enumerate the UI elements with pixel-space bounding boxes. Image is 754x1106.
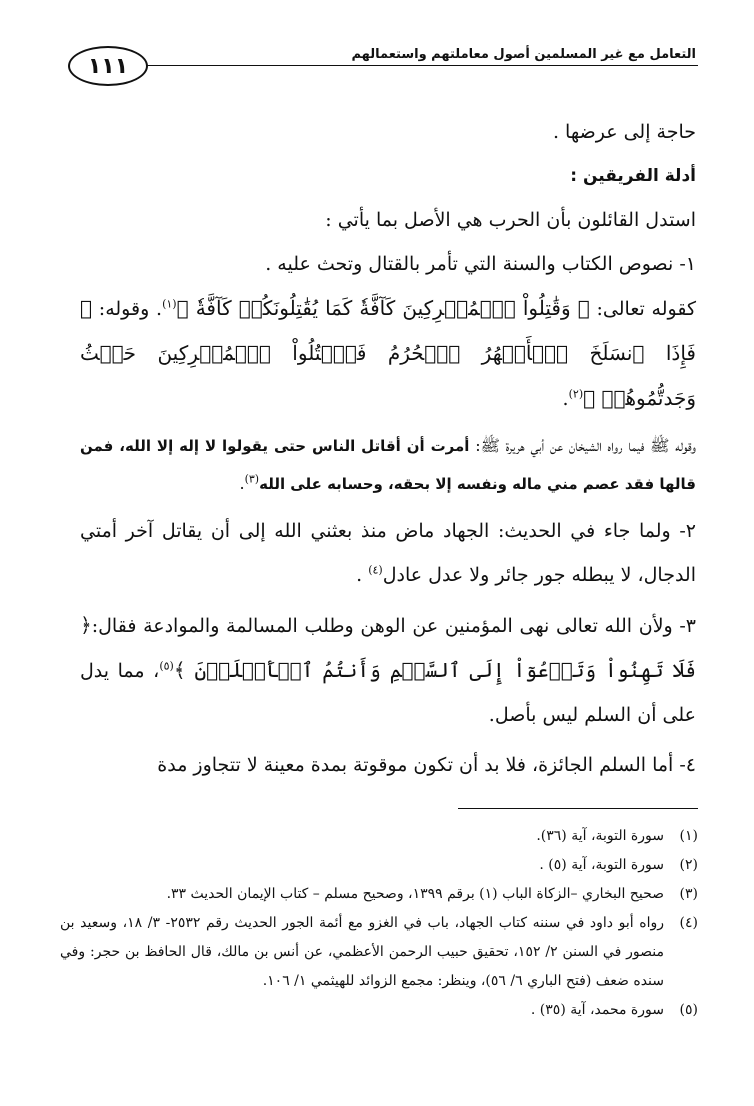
footnote-number: (٣) <box>679 886 698 902</box>
footnote-text: صحيح البخاري –الزكاة الباب (١) برقم ١٣٩٩، وصحيح مسلم – كتاب الإيمان الحديث ٣٣. <box>166 886 664 902</box>
footnote-ref-4[interactable]: (٤) <box>368 563 383 577</box>
point-3-text: ٣- ولأن الله تعالى نهى المؤمنين عن الوهن وطلب المسالمة والموادعة فقال: <box>91 615 696 637</box>
header-rule <box>142 65 698 66</box>
footnotes <box>60 822 698 1025</box>
footnote-ref-2[interactable]: (٢) <box>568 387 584 401</box>
hadith-paragraph: وقوله ﷺ فيما رواه الشيخان عن أبي هريرة ﷺ: أمرت أن أقاتل الناس حتى يقولوا لا إله إلا الله، فمن قالها فقد عصم مني ماله ونفسه إلا بحقه، وحسابه على الله$^{(٣)}$. <box>80 436 696 493</box>
footnote-item <box>60 880 698 909</box>
main-text <box>80 110 696 787</box>
footnote-item <box>60 996 698 1025</box>
footnote-ref-3[interactable]: (٣) <box>244 472 260 486</box>
point-4: ٤- أما السلم الجائزة، فلا بد أن تكون موقوتة بمدة معينة لا تتجاوز مدة <box>157 754 696 776</box>
footnote-text: سورة التوبة، آية (٥) . <box>539 857 664 873</box>
footnote-separator <box>458 808 698 809</box>
point-3-conclusion: ، مما يدل على أن السلم ليس بأصل. <box>80 660 696 726</box>
page-header <box>62 40 698 86</box>
footnote-item <box>60 851 698 880</box>
footnote-ref-1[interactable]: (١) <box>162 297 177 311</box>
footnote-text: سورة محمد، آية (٣٥) . <box>530 1002 664 1018</box>
section-heading: أدلة الفريقين : <box>570 166 696 186</box>
quran1-lead: كقوله تعالى: <box>589 298 697 320</box>
point-3 <box>80 603 696 737</box>
paragraph-continuation: حاجة إلى عرضها . <box>552 121 696 143</box>
quran2-lead: . وقوله: <box>92 298 163 320</box>
footnote-text: رواه أبو داود في سننه كتاب الجهاد، باب في الغزو مع أئمة الجور الحديث رقم ٢٥٣٢- ٣/ ١٨، وسعيد بن منصور في السنن ٢/ ١٥٢، تحقيق حبيب الرحمن الأعظمي، عن أنس بن مالك، قال الحافظ بن حجر: وفي سنده ضعف (فتح الباري ٦/ ٥٦)، وينظر: مجمع الزوائد للهيثمي ١/ ١٠٦. <box>60 915 665 989</box>
point-2: ٢- ولما جاء في الحديث: الجهاد ماض منذ بعثني الله إلى أن يقاتل آخر أمتي الدجال، لا يبطله جور جائر ولا عدل عادل$^{(٤)}$ . <box>80 520 696 586</box>
footnote-number: (٤) <box>679 915 698 931</box>
footnote-text: سورة التوبة، آية (٣٦). <box>536 828 664 844</box>
footnote-number: (٢) <box>679 857 698 873</box>
footnote-item <box>60 822 698 851</box>
point-2-text: ٢- ولما جاء في الحديث: الجهاد ماض منذ بعثني الله إلى أن يقاتل آخر أمتي الدجال، لا يبطله جور جائر ولا عدل عادل <box>80 520 696 586</box>
footnote-number: (١) <box>679 828 698 844</box>
running-title: التعامل مع غير المسلمين أصول معاملتهم واستعمالهم <box>351 47 696 62</box>
point-1: ١- نصوص الكتاب والسنة التي تأمر بالقتال وتحث عليه . <box>265 253 696 275</box>
page-number: ١١١ <box>68 46 148 86</box>
footnote-item <box>60 909 698 996</box>
paragraph-intro: استدل القائلون بأن الحرب هي الأصل بما يأتي : <box>325 209 696 231</box>
quran-verse-2: ﴿ فَإِذَا ٱنسَلَخَ ٱلۡأَشۡهُرُ ٱلۡحُرُمُ فَٱقۡتُلُواْ ٱلۡمُشۡرِكِينَ حَيۡثُ وَجَدتُّمُوهُمۡ ﴾ <box>80 296 696 410</box>
footnote-number: (٥) <box>679 1002 698 1018</box>
quran-quotes: كقوله تعالى: ﴿ وَقَٰتِلُواْ ٱلۡمُشۡرِكِينَ كَآفَّةٗ كَمَا يُقَٰتِلُونَكُمۡ كَآفَّةٗ ﴾$^{(١)}$. وقوله: ﴿ فَإِذَا ٱنسَلَخَ ٱلۡأَشۡهُرُ ٱلۡحُرُمُ فَٱقۡتُلُواْ ٱلۡمُشۡرِكِينَ حَيۡثُ وَجَدتُّمُوهُمۡ ﴾$^{(٢)}$. <box>80 296 697 410</box>
hadith-text: أمرت أن أقاتل الناس حتى يقولوا لا إله إلا الله، فمن قالها فقد عصم مني ماله ونفسه إلا بحقه، وحسابه على الله <box>80 437 696 493</box>
quran-verse-1: ﴿ وَقَٰتِلُواْ ٱلۡمُشۡرِكِينَ كَآفَّةٗ كَمَا يُقَٰتِلُونَكُمۡ كَآفَّةٗ ﴾ <box>176 296 590 320</box>
quran-verse-3: ﴿ فَلَا تَهِنُواْ وَتَدۡعُوٓاْ إِلَى ٱلسَّلۡمِ وَأَنتُمُ ٱلۡأَعۡلَوۡنَ ﴾ <box>80 613 696 682</box>
hadith-lead: وقوله ﷺ فيما رواه الشيخان عن أبي هريرة ﷺ: <box>469 436 696 455</box>
footnote-ref-5[interactable]: (٥) <box>159 659 174 673</box>
